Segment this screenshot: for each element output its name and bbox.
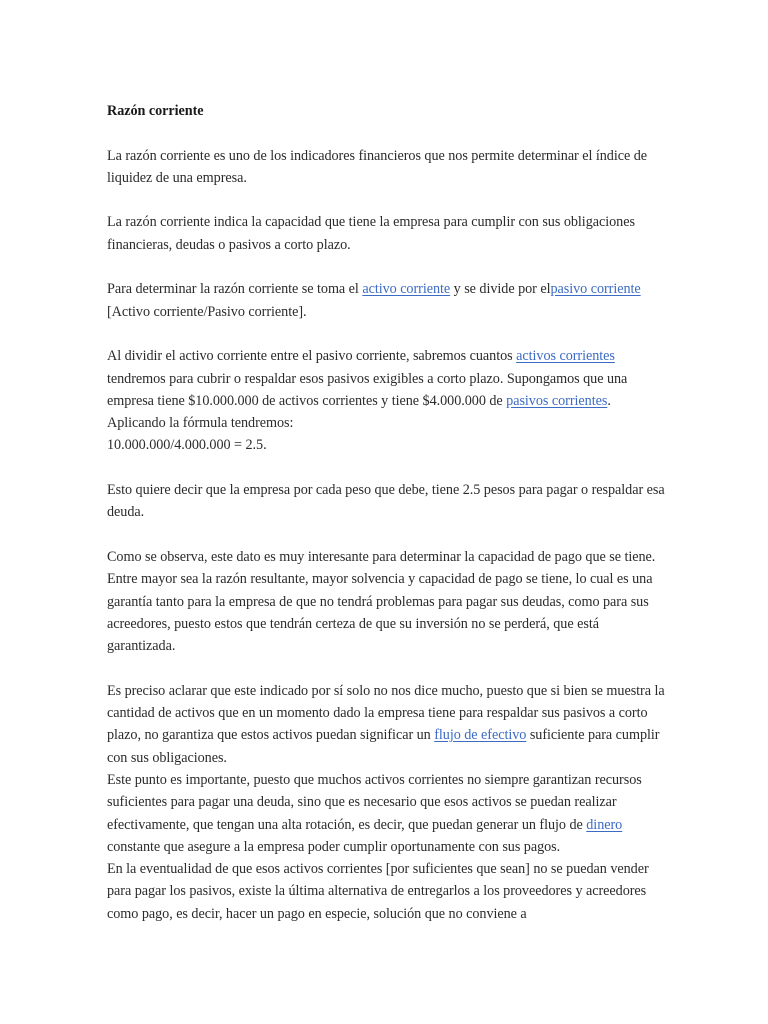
- paragraph-capacity: La razón corriente indica la capacidad que tiene la empresa para cumplir con sus obligaciones financieras, deudas o pasivos a corto plazo.: [107, 214, 635, 253]
- paragraph-definition: La razón corriente es uno de los indicadores financieros que nos permite determinar el índice de liquidez de una empresa.: [107, 147, 648, 186]
- paragraph-text: suficiente para cumplir con sus obligaciones.: [107, 727, 660, 766]
- formula-text: 10.000.000/4.000.000 = 2.5.: [107, 437, 267, 454]
- paragraph-eventuality: En la eventualidad de que esos activos corrientes [por suficientes que sean] no se puedan vender para pagar los pasivos, existe la última alternativa de entregarlos a los proveedores y acreedores como pago, es decir, hacer un pago en especie, solución que no conviene a: [107, 861, 649, 922]
- link-activos-corrientes[interactable]: activos corrientes: [516, 348, 615, 365]
- link-dinero[interactable]: dinero: [586, 816, 623, 833]
- paragraph-observation: Como se observa, este dato es muy interesante para determinar la capacidad de pago que se tiene. Entre mayor sea la razón resultante, mayor solvencia y capacidad de pago se tiene, lo cual es una garantía tanto para la empresa de que no tendrá problemas para pagar sus deudas, como para sus acreedores, puesto estos que tendrán certeza de que su inversión no se perderá, que está garantizada.: [107, 548, 656, 655]
- paragraph-text: Este punto es importante, puesto que muchos activos corrientes no siempre garantizan recursos suficientes para pagar una deuda, sino que es necesario que esos activos se puedan realizar efectivamente, que tengan una alta rotación, es decir, que puedan generar un flujo de: [107, 771, 642, 833]
- link-activo-corriente[interactable]: activo corriente: [362, 281, 451, 298]
- paragraph-meaning: Esto quiere decir que la empresa por cada peso que debe, tiene 2.5 pesos para pagar o respaldar esa deuda.: [107, 482, 665, 521]
- paragraph-formula-intro: [107, 278, 667, 323]
- paragraph-text: Es preciso aclarar que este indicado por sí solo no nos dice mucho, puesto que si bien se muestra la cantidad de activos que en un momento dado la empresa tiene para respaldar sus pasivos a corto plazo, no garantiza que estos activos puedan significar un: [107, 682, 665, 744]
- paragraph-clarification: [107, 680, 667, 769]
- link-pasivo-corriente[interactable]: pasivo corriente: [550, 281, 641, 298]
- paragraph-example: [107, 345, 667, 456]
- paragraph-importance: [107, 769, 667, 858]
- paragraph-text: Para determinar la razón corriente se toma el: [107, 281, 363, 298]
- paragraph-text: Al dividir el activo corriente entre el pasivo corriente, sabremos cuantos: [107, 348, 517, 365]
- paragraph-text: y se divide por el: [450, 281, 551, 298]
- paragraph-text: . Aplicando la fórmula tendremos:: [107, 392, 611, 432]
- document-title: Razón corriente: [107, 103, 204, 119]
- document-body: [107, 100, 667, 925]
- link-pasivos-corrientes[interactable]: pasivos corrientes: [506, 392, 608, 409]
- paragraph-text: constante que asegure a la empresa poder cumplir oportunamente con sus pagos.: [107, 838, 561, 855]
- paragraph-text: tendremos para cubrir o respaldar esos pasivos exigibles a corto plazo. Supongamos que una empresa tiene $10.000.000 de activos corrientes y tiene $4.000.000 de: [107, 370, 628, 409]
- paragraph-text: [Activo corriente/Pasivo corriente].: [107, 303, 307, 320]
- link-flujo-de-efectivo[interactable]: flujo de efectivo: [434, 727, 527, 744]
